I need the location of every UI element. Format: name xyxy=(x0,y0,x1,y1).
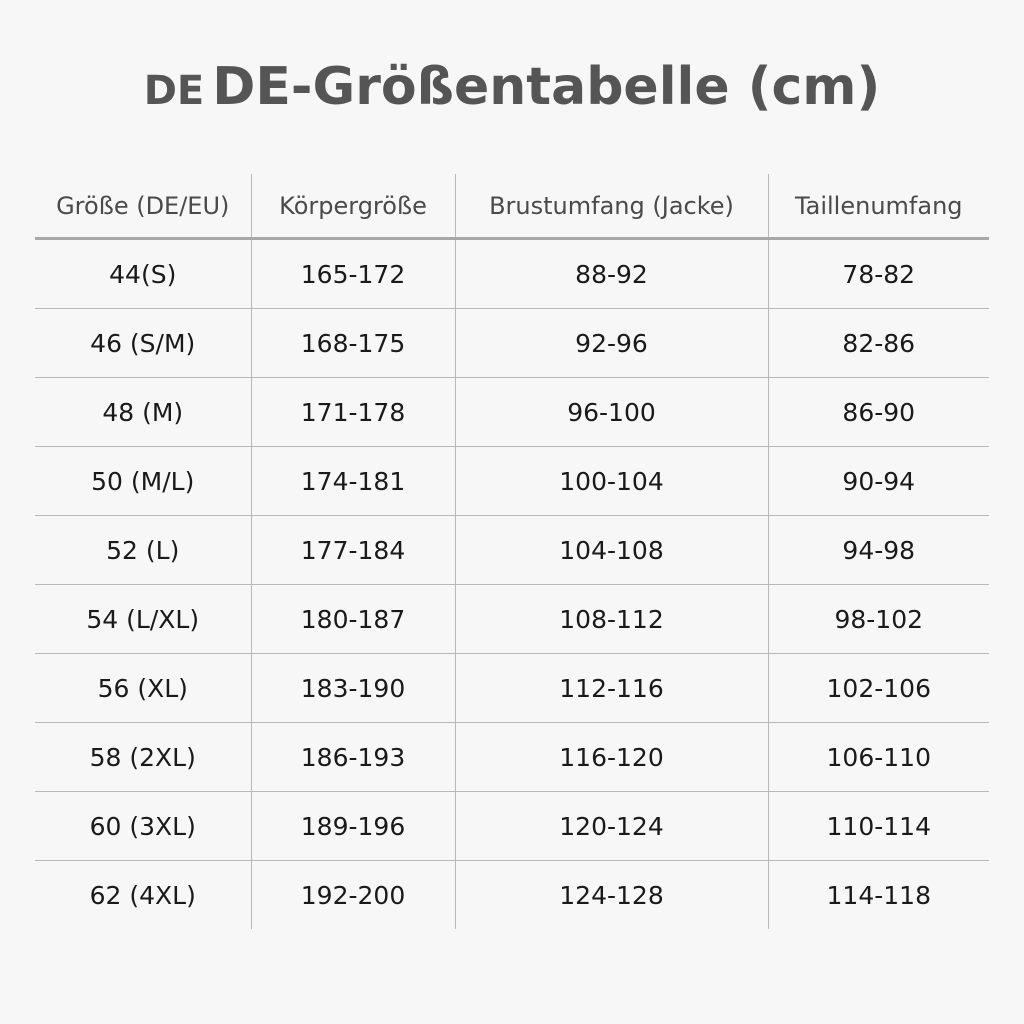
title-prefix: DE xyxy=(143,68,205,114)
cell-size: 50 (M/L) xyxy=(35,447,251,516)
cell-size: 52 (L) xyxy=(35,516,251,585)
column-header-body-height: Körpergröße xyxy=(251,174,455,239)
cell-body-height: 177-184 xyxy=(251,516,455,585)
cell-body-height: 165-172 xyxy=(251,239,455,309)
cell-waist: 110-114 xyxy=(768,792,989,861)
header-row xyxy=(35,174,989,239)
page-title xyxy=(0,52,1024,126)
size-table xyxy=(35,174,989,929)
cell-chest: 88-92 xyxy=(455,239,768,309)
cell-body-height: 186-193 xyxy=(251,723,455,792)
cell-waist: 98-102 xyxy=(768,585,989,654)
cell-size: 60 (3XL) xyxy=(35,792,251,861)
cell-size: 58 (2XL) xyxy=(35,723,251,792)
cell-size: 56 (XL) xyxy=(35,654,251,723)
table-row xyxy=(35,309,989,378)
cell-chest: 112-116 xyxy=(455,654,768,723)
cell-body-height: 189-196 xyxy=(251,792,455,861)
cell-size: 54 (L/XL) xyxy=(35,585,251,654)
table-row xyxy=(35,654,989,723)
cell-chest: 104-108 xyxy=(455,516,768,585)
cell-size: 48 (M) xyxy=(35,378,251,447)
table-row xyxy=(35,792,989,861)
title-text: DE-Größentabelle (cm) xyxy=(212,57,881,117)
cell-waist: 90-94 xyxy=(768,447,989,516)
cell-body-height: 171-178 xyxy=(251,378,455,447)
cell-chest: 96-100 xyxy=(455,378,768,447)
cell-body-height: 174-181 xyxy=(251,447,455,516)
table-row xyxy=(35,447,989,516)
table-row xyxy=(35,516,989,585)
cell-body-height: 192-200 xyxy=(251,861,455,930)
cell-size: 46 (S/M) xyxy=(35,309,251,378)
cell-waist: 102-106 xyxy=(768,654,989,723)
cell-chest: 116-120 xyxy=(455,723,768,792)
cell-waist: 114-118 xyxy=(768,861,989,930)
cell-waist: 82-86 xyxy=(768,309,989,378)
cell-size: 62 (4XL) xyxy=(89,880,196,910)
cell-chest: 124-128 xyxy=(455,861,768,930)
cell-chest: 120-124 xyxy=(455,792,768,861)
table-row xyxy=(35,861,989,930)
table-row xyxy=(35,585,989,654)
cell-body-height: 180-187 xyxy=(251,585,455,654)
column-header-chest: Brustumfang (Jacke) xyxy=(455,174,768,239)
cell-chest: 108-112 xyxy=(455,585,768,654)
cell-waist: 78-82 xyxy=(768,239,989,309)
cell-chest: 92-96 xyxy=(455,309,768,378)
table-row xyxy=(35,723,989,792)
column-header-waist: Taillenumfang xyxy=(768,174,989,239)
column-header-size: Größe (DE/EU) xyxy=(35,174,251,239)
cell-waist: 106-110 xyxy=(768,723,989,792)
cell-waist: 86-90 xyxy=(768,378,989,447)
cell-body-height: 168-175 xyxy=(251,309,455,378)
cell-body-height: 183-190 xyxy=(251,654,455,723)
table-row xyxy=(35,239,989,309)
cell-chest: 100-104 xyxy=(455,447,768,516)
cell-size: 44(S) xyxy=(35,239,251,309)
table-row xyxy=(35,378,989,447)
cell-waist: 94-98 xyxy=(768,516,989,585)
